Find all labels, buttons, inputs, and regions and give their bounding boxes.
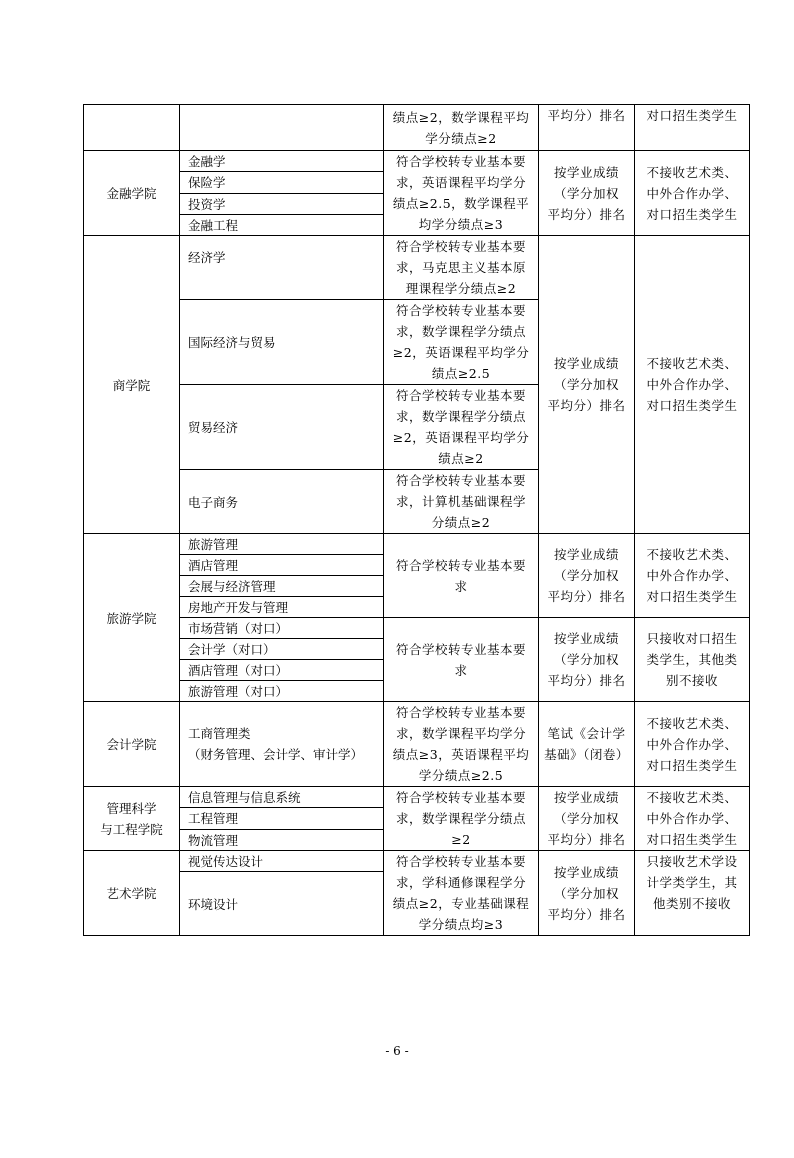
major-cell: 金融学 (180, 151, 384, 172)
major-cell: 旅游管理（对口） (180, 681, 384, 702)
note-cell: 只接收对口招生 类学生，其他类 别不接收 (635, 618, 750, 702)
major-cell: 会展与经济管理 (180, 576, 384, 597)
method-cell: 笔试《会计学 基础》（闭卷） (539, 702, 635, 787)
college-cell (84, 105, 180, 151)
requirement-cell: 符合学校转专业基本要 求，计算机基础课程学 分绩点≥2 (384, 470, 539, 534)
table-row (84, 534, 750, 555)
page-number: - 6 - (385, 1044, 409, 1058)
table-row (84, 236, 750, 300)
major-cell: 会计学（对口） (180, 639, 384, 660)
college-management: 管理科学 与工程学院 (84, 787, 180, 851)
transfer-requirements-table (83, 104, 750, 936)
method-cell: 按学业成绩 （学分加权 平均分）排名 (539, 851, 635, 936)
college-accounting: 会计学院 (84, 702, 180, 787)
major-cell: 环境设计 (180, 872, 384, 936)
table-row (84, 105, 750, 151)
major-cell: 投资学 (180, 193, 384, 214)
requirement-cell: 符合学校转专业基本要 求，学科通修课程学分 绩点≥2，专业基础课程 学分绩点均≥3 (384, 851, 539, 936)
method-cell: 按学业成绩 （学分加权 平均分）排名 (539, 787, 635, 851)
method-cell: 按学业成绩 （学分加权 平均分）排名 (539, 534, 635, 618)
table-row (84, 618, 750, 639)
table-row (84, 151, 750, 172)
requirement-cell: 符合学校转专业基本要 求 (384, 534, 539, 618)
requirement-cell: 符合学校转专业基本要 求，数学课程学分绩点 ≥2 (384, 787, 539, 851)
requirement-cell: 符合学校转专业基本要 求，数学课程学分绩点 ≥2，英语课程平均学分 绩点≥2.5 (384, 300, 539, 385)
requirement-cell: 符合学校转专业基本要 求，数学课程平均学分 绩点≥3，英语课程平均 学分绩点≥2.5 (384, 702, 539, 787)
method-cell: 按学业成绩 （学分加权 平均分）排名 (539, 618, 635, 702)
major-cell: 金融工程 (180, 214, 384, 235)
note-cell: 对口招生类学生 (635, 105, 750, 151)
table-row (84, 787, 750, 808)
major-cell: 保险学 (180, 172, 384, 193)
college-finance: 金融学院 (84, 151, 180, 236)
major-cell: 酒店管理（对口） (180, 660, 384, 681)
major-cell (180, 105, 384, 151)
requirement-cell: 绩点≥2，数学课程平均 学分绩点≥2 (384, 105, 539, 151)
major-cell: 房地产开发与管理 (180, 597, 384, 618)
college-commerce: 商学院 (84, 236, 180, 534)
method-cell: 按学业成绩 （学分加权 平均分）排名 (539, 151, 635, 236)
major-cell: 电子商务 (180, 470, 384, 534)
major-cell: 市场营销（对口） (180, 618, 384, 639)
major-cell: 经济学 (180, 236, 384, 300)
major-cell: 旅游管理 (180, 534, 384, 555)
major-cell: 国际经济与贸易 (180, 300, 384, 385)
method-cell: 平均分）排名 (539, 105, 635, 151)
college-tourism: 旅游学院 (84, 534, 180, 702)
requirement-cell: 符合学校转专业基本要 求 (384, 618, 539, 702)
table-row (84, 702, 750, 787)
note-cell: 不接收艺术类、 中外合作办学、 对口招生类学生 (635, 151, 750, 236)
note-cell: 不接收艺术类、 中外合作办学、 对口招生类学生 (635, 702, 750, 787)
major-cell: 工商管理类 （财务管理、会计学、审计学） (180, 702, 384, 787)
college-art: 艺术学院 (84, 851, 180, 936)
method-cell: 按学业成绩 （学分加权 平均分）排名 (539, 236, 635, 534)
major-cell: 工程管理 (180, 808, 384, 829)
requirement-cell: 符合学校转专业基本要 求，数学课程学分绩点 ≥2，英语课程平均学分 绩点≥2 (384, 385, 539, 470)
major-cell: 信息管理与信息系统 (180, 787, 384, 808)
major-cell: 物流管理 (180, 829, 384, 850)
note-cell: 不接收艺术类、 中外合作办学、 对口招生类学生 (635, 787, 750, 851)
note-cell: 不接收艺术类、 中外合作办学、 对口招生类学生 (635, 534, 750, 618)
major-cell: 酒店管理 (180, 555, 384, 576)
note-cell: 只接收艺术学设 计学类学生，其 他类别不接收 (635, 851, 750, 936)
requirement-cell: 符合学校转专业基本要 求，马克思主义基本原 理课程学分绩点≥2 (384, 236, 539, 300)
table-row (84, 851, 750, 872)
major-cell: 贸易经济 (180, 385, 384, 470)
note-cell: 不接收艺术类、 中外合作办学、 对口招生类学生 (635, 236, 750, 534)
requirement-cell: 符合学校转专业基本要 求，英语课程平均学分 绩点≥2.5，数学课程平 均学分绩点≥3 (384, 151, 539, 236)
major-cell: 视觉传达设计 (180, 851, 384, 872)
